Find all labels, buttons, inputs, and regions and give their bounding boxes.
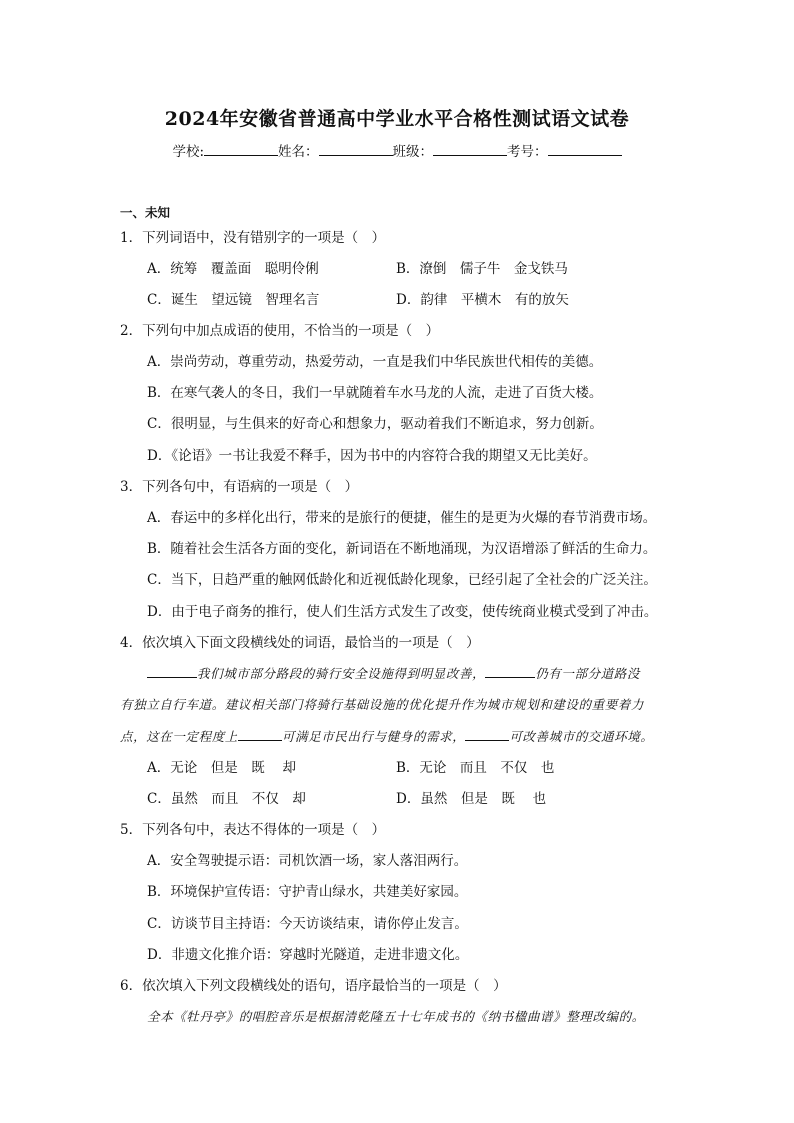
blank-4: [465, 728, 509, 741]
passage-text: 可改善城市的交通环境。: [509, 729, 654, 744]
question-4-option-c[interactable]: C．虽然 而且 不仅 却: [147, 791, 306, 807]
question-3-stem: 3．下列各句中，有语病的一项是（ ）: [120, 479, 359, 495]
question-5-stem: 5．下列各句中，表达不得体的一项是（ ）: [120, 822, 386, 838]
question-3-option-c[interactable]: C．当下，日趋严重的触网低龄化和近视低龄化现象，已经引起了全社会的广泛关注。: [147, 572, 657, 588]
question-4-option-b[interactable]: B．无论 而且 不仅 也: [396, 760, 555, 776]
exam-title: 2024年安徽省普通高中学业水平合格性测试语文试卷: [164, 108, 630, 130]
question-3-option-b[interactable]: B．随着社会生活各方面的变化，新词语在不断地涌现，为汉语增添了鲜活的生命力。: [147, 541, 657, 557]
question-2-option-a[interactable]: A．崇尚劳动，尊重劳动，热爱劳动，一直是我们中华民族世代相传的美德。: [147, 354, 603, 370]
blank-3: [238, 728, 282, 741]
question-1-option-c[interactable]: C．诞生 望远镜 智理名言: [147, 292, 320, 308]
question-4-passage-line-3: [120, 728, 653, 746]
question-4-passage-line-1: [147, 665, 640, 683]
question-1-option-d[interactable]: D．韵律 平横木 有的放矢: [396, 292, 569, 308]
question-4-option-a[interactable]: A．无论 但是 既 却: [147, 760, 297, 776]
question-5-option-b[interactable]: B．环境保护宣传语：守护青山绿水，共建美好家园。: [147, 884, 468, 900]
name-blank[interactable]: [319, 143, 393, 156]
exam-number-label: 考号：: [507, 144, 548, 160]
school-blank[interactable]: [204, 143, 278, 156]
passage-text: 可满足市民出行与健身的需求，: [281, 729, 466, 744]
question-3-option-a[interactable]: A．春运中的多样化出行，带来的是旅行的便捷，催生的是更为火爆的春节消费市场。: [147, 510, 657, 526]
blank-2: [485, 665, 535, 678]
class-blank[interactable]: [433, 143, 507, 156]
question-6-stem: 6．依次填入下列文段横线处的语句，语序最恰当的一项是（ ）: [120, 978, 507, 994]
question-5-option-c[interactable]: C．访谈节目主持语：今天访谈结束，请你停止发言。: [147, 916, 468, 932]
question-1-stem: 1．下列词语中，没有错别字的一项是（ ）: [120, 230, 386, 246]
school-label: 学校:: [172, 144, 205, 160]
class-label: 班级：: [392, 144, 434, 160]
question-2-stem: 2．下列句中加点成语的使用，不恰当的一项是（ ）: [120, 323, 440, 339]
section-heading: 一、未知: [120, 205, 171, 220]
passage-text: 我们城市部分路段的骑行安全设施得到明显改善，: [197, 666, 486, 681]
question-6-passage-line-1: 全本《牡丹亭》的唱腔音乐是根据清乾隆五十七年成书的《纳书楹曲谱》整理改编的。: [147, 1009, 645, 1024]
passage-text: 点，这在一定程度上: [120, 729, 238, 744]
question-5-option-d[interactable]: D．非遗文化推介语：穿越时光隧道，走进非遗文化。: [147, 947, 469, 963]
question-4-passage-line-2: 有独立自行车道。建议相关部门将骑行基础设施的优化提升作为城市规划和建设的重要着力: [120, 697, 645, 712]
question-1-option-b[interactable]: B．潦倒 儒子牛 金戈铁马: [396, 261, 568, 277]
student-info-line: [0, 140, 794, 160]
name-label: 姓名：: [278, 144, 319, 160]
question-5-option-a[interactable]: A．安全驾驶提示语：司机饮酒一场，家人落泪两行。: [147, 853, 468, 869]
question-2-option-d[interactable]: D．《论语》一书让我爱不释手，因为书中的内容符合我的期望又无比美好。: [147, 448, 597, 464]
blank-1: [147, 665, 197, 678]
question-4-option-d[interactable]: D．虽然 但是 既 也: [396, 791, 547, 807]
question-3-option-d[interactable]: D．由于电子商务的推行，使人们生活方式发生了改变，使传统商业模式受到了冲击。: [147, 604, 658, 620]
question-1-option-a[interactable]: A．统筹 覆盖面 聪明伶俐: [147, 261, 319, 277]
passage-text: 仍有一部分道路没: [535, 666, 641, 681]
question-4-stem: 4．依次填入下面文段横线处的词语，最恰当的一项是（ ）: [120, 635, 480, 651]
exam-number-blank[interactable]: [548, 143, 622, 156]
question-2-option-c[interactable]: C．很明显，与生俱来的好奇心和想象力，驱动着我们不断追求，努力创新。: [147, 416, 603, 432]
question-2-option-b[interactable]: B．在寒气袭人的冬日，我们一早就随着车水马龙的人流，走进了百货大楼。: [147, 385, 603, 401]
